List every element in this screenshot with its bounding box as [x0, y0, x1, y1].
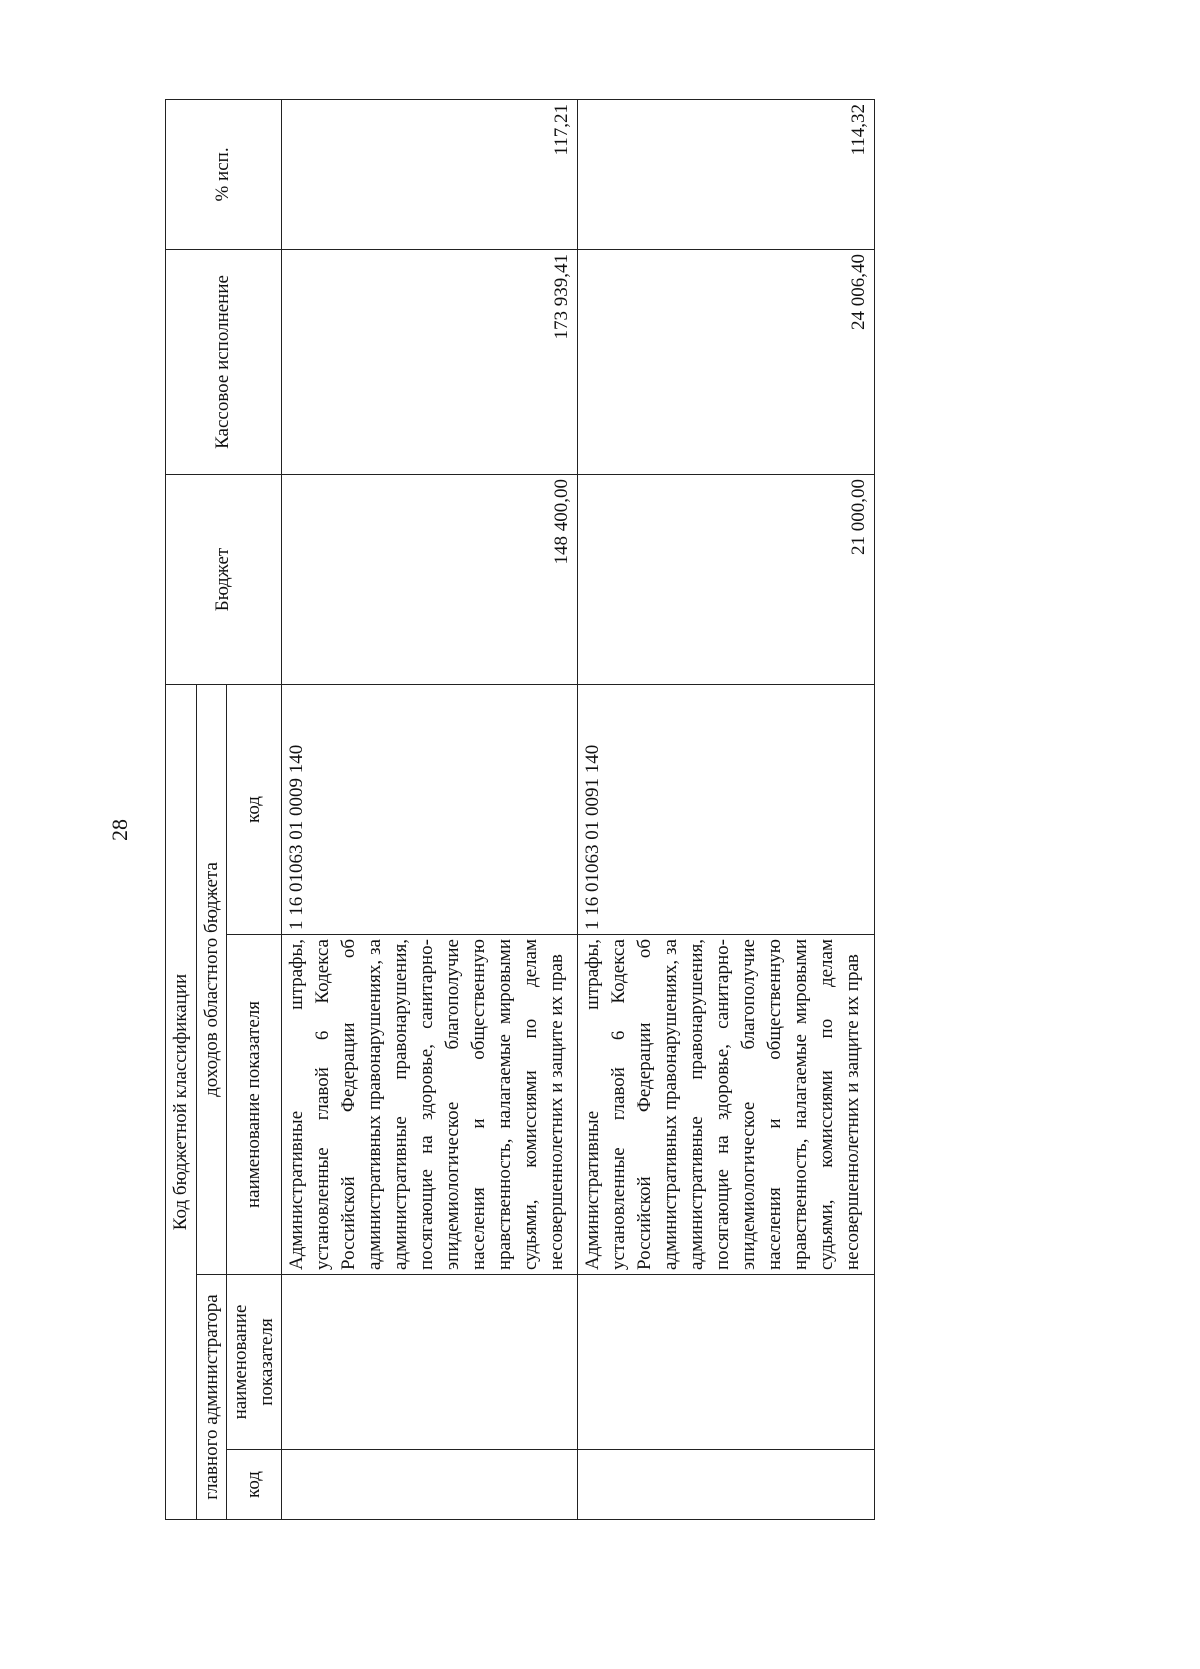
admin-name-cell: [281, 1275, 578, 1450]
indicator-name-cell: Административные штрафы, установленные главой 6 Кодекса Российской Федерации об административных правонарушениях, за административные правонарушения, посягающие на здоровье, санитарно-эпидемиологическое благополучие населения и общественную нравственность, налагаемые мировыми судьями, комиссиями по делам несовершеннолетних и защите их прав: [281, 935, 578, 1275]
cash-execution-cell: 24 006,40: [578, 249, 875, 474]
revenue-code-cell: 1 16 01063 01 0091 140: [578, 684, 875, 934]
budget-cell: 21 000,00: [578, 474, 875, 684]
table-row: [578, 99, 875, 1519]
budget-cell: 148 400,00: [281, 474, 578, 684]
header-admin-indicator-name: наименование показателя: [227, 1275, 281, 1450]
header-cash-execution: Кассовое исполнение: [166, 249, 282, 474]
admin-code-cell: [578, 1450, 875, 1520]
header-admin-code: код: [227, 1450, 281, 1520]
budget-table: [165, 99, 875, 1520]
table-row: [281, 99, 578, 1519]
page-number: 28: [107, 819, 132, 841]
revenue-code-cell: 1 16 01063 01 0009 140: [281, 684, 578, 934]
header-budget: Бюджет: [166, 474, 282, 684]
budget-table-container: [165, 100, 875, 1520]
admin-code-cell: [281, 1450, 578, 1520]
indicator-name-cell: Административные штрафы, установленные главой 6 Кодекса Российской Федерации об административных правонарушениях, за административные правонарушения, посягающие на здоровье, санитарно-эпидемиологическое благополучие населения и общественную нравственность, налагаемые мировыми судьями, комиссиями по делам несовершеннолетних и защите их прав: [578, 935, 875, 1275]
header-revenue-code: код: [227, 684, 281, 934]
header-percent: % исп.: [166, 99, 282, 249]
header-indicator-name: наименование показателя: [227, 935, 281, 1275]
header-regional-revenue: доходов областного бюджета: [196, 684, 227, 1274]
percent-cell: 114,32: [578, 99, 875, 249]
admin-name-cell: [578, 1275, 875, 1450]
header-chief-admin: главного администратора: [196, 1275, 227, 1520]
percent-cell: 117,21: [281, 99, 578, 249]
header-classification: Код бюджетной классификации: [166, 684, 197, 1519]
header-row-1: [166, 99, 197, 1519]
cash-execution-cell: 173 939,41: [281, 249, 578, 474]
